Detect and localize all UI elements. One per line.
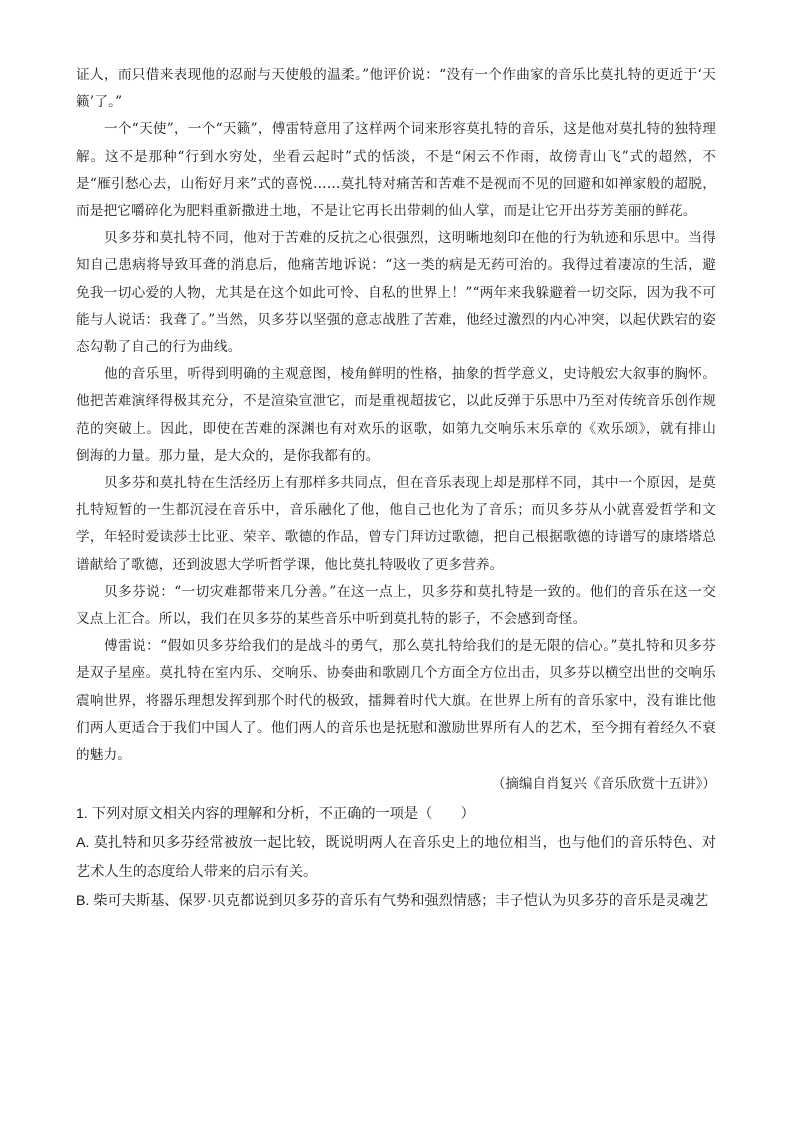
source-citation: （摘编自肖复兴《音乐欣赏十五讲》） xyxy=(491,776,716,793)
paragraph-beethoven-resistance: 贝多芬和莫扎特不同，他对于苦难的反抗之心很强烈，这明晰地刻印在他的行为轨迹和乐思中。当得知自己患病将导致耳聋的消息后，他痛苦地诉说：“这一类的病是无药可治的。我得过着凄凉的生活，避免我一切心爱的人物，尤其是在这个如此可怜、自私的世界上！”“两年来我躲避着一切交际，因为我不可能与人说话：我聋了。”当然，贝多芬以坚强的意志战胜了苦难，他经过激烈的内心冲突，以起伏跌宕的姿态勾勒了自己的行为曲线。 xyxy=(76,230,716,356)
document-page xyxy=(76,62,716,916)
paragraph-beethoven-music: 他的音乐里，听得到明确的主观意图，棱角鲜明的性格，抽象的哲学意义，史诗般宏大叙事的胸怀。他把苦难演绎得极其充分，不是渲染宣泄它，而是重视超拔它，以此反弹于乐思中乃至对传统音乐创作规范的突破上。因此，即使在苦难的深渊也有对欢乐的讴歌，如第九交响乐末乐章的《欢乐颂》，就有排山倒海的力量。那力量，是大众的，是你我都有的。 xyxy=(76,366,716,464)
question-1-stem: 1. 下列对原文相关内容的理解和分析，不正确的一项是（ ） xyxy=(76,806,475,823)
question-1-option-a: A. 莫扎特和贝多芬经常被放一起比较，既说明两人在音乐史上的地位相当，也与他们的音乐特色、对艺术人生的态度给人带来的启示有关。 xyxy=(76,835,716,881)
paragraph-continuation: 证人，而只借来表现他的忍耐与天使般的温柔。”他评价说：“没有一个作曲家的音乐比莫扎特的更近于‘天籁’了。” xyxy=(76,67,716,111)
paragraph-intersection: 贝多芬说：“一切灾难都带来几分善。”在这一点上，贝多芬和莫扎特是一致的。他们的音乐在这一交叉点上汇合。所以，我们在贝多芬的某些音乐中听到莫扎特的影子，不会感到奇怪。 xyxy=(76,583,716,628)
paragraph-angel-heavenly-sound: 一个“天使”，一个“天籁”，傅雷特意用了这样两个词来形容莫扎特的音乐，这是他对莫扎特的独特理解。这不是那种“行到水穷处，坐看云起时”式的恬淡，不是“闲云不作雨，故傍青山飞”式的超然，不是“雁引愁心去，山衔好月来”式的喜悦……莫扎特对痛苦和苦难不是视而不见的回避和如禅家般的超脱，而是把它嚼碎化为肥料重新撒进土地，不是让它再长出带刺的仙人掌，而是让它开出芬芳美丽的鲜花。 xyxy=(76,121,716,220)
paragraph-twin-stars: 傅雷说：“假如贝多芬给我们的是战斗的勇气，那么莫扎特给我们的是无限的信心。”莫扎特和贝多芬是双子星座。莫扎特在室内乐、交响乐、协奏曲和歌剧几个方面全方位出击，贝多芬以横空出世的交响乐震响世界，将器乐理想发挥到那个时代的极致，擂舞着时代大旗。在世界上所有的音乐家中，没有谁比他们两人更适合于我们中国人了。他们两人的音乐也是抚慰和激励世界所有人的艺术，至今拥有着经久不衰的魅力。 xyxy=(76,638,716,764)
paragraph-life-comparison: 贝多芬和莫扎特在生活经历上有那样多共同点，但在音乐表现上却是那样不同，其中一个原因，是莫扎特短暂的一生都沉浸在音乐中，音乐融化了他，他自己也化为了音乐；而贝多芬从小就喜爱哲学和文学，年轻时爱读莎士比亚、荣辛、歌德的作品，曾专门拜访过歌德，把自己根据歌德的诗谱写的康塔塔总谱献给了歌德，还到波恩大学听哲学课，他比莫扎特吸收了更多营养。 xyxy=(76,475,716,573)
question-1-option-b: B. 柴可夫斯基、保罗·贝克都说到贝多芬的音乐有气势和强烈情感；丰子恺认为贝多芬的音乐是灵魂艺 xyxy=(76,893,709,910)
